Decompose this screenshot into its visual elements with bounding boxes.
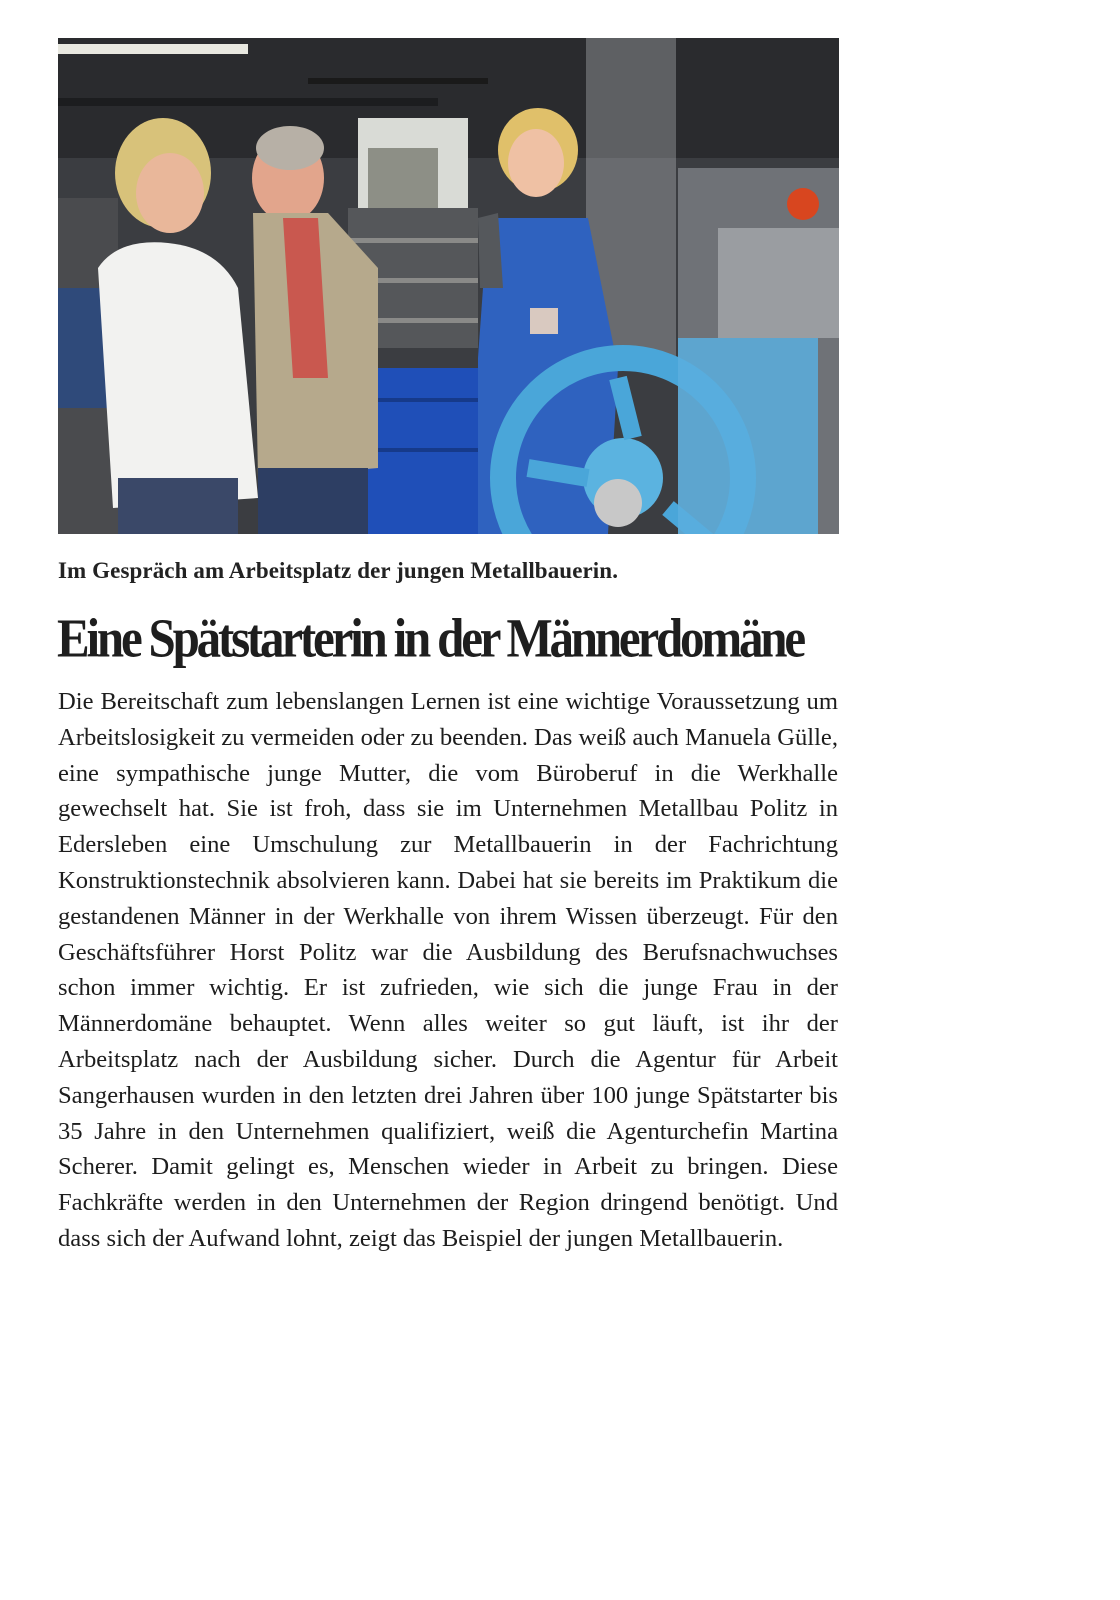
article-photo	[58, 38, 839, 534]
article	[58, 38, 842, 1257]
headline: Eine Spätstarterin in der Männerdomäne	[57, 607, 803, 669]
article-body: Die Bereitschaft zum lebenslangen Lernen ist eine wichtige Voraussetzung um Arbeitslosigkeit zu vermeiden oder zu beenden. Das weiß auch Manuela Gülle, eine sympathische junge Mutter, die vom Büroberuf in die Werkhalle gewechselt hat. Sie ist froh, dass sie im Unternehmen Metallbau Politz in Edersleben eine Umschulung zur Metallbauerin in der Fachrichtung Konstruktionstechnik absolvieren kann. Dabei hat sie bereits im Praktikum die gestandenen Männer in der Werkhalle von ihrem Wissen überzeugt. Für den Geschäftsführer Horst Politz war die Ausbildung des Berufsnachwuchses schon immer wichtig. Er ist zufrieden, wie sich die junge Frau in der Männerdomäne behauptet. Wenn alles weiter so gut läuft, ist ihr der Arbeitsplatz nach der Ausbildung sicher. Durch die Agentur für Arbeit Sangerhausen wurden in den letzten drei Jahren über 100 junge Spätstarter bis 35 Jahre in den Unternehmen qualifiziert, weiß die Agenturchefin Martina Scherer. Damit gelingt es, Menschen wieder in Arbeit zu bringen. Diese Fachkräfte werden in den Unternehmen der Region dringend benötigt. Und dass sich der Aufwand lohnt, zeigt das Beispiel der jungen Metallbauerin.	[58, 688, 838, 1252]
photo-caption: Im Gespräch am Arbeitsplatz der jungen Metallbauerin.	[58, 558, 619, 583]
